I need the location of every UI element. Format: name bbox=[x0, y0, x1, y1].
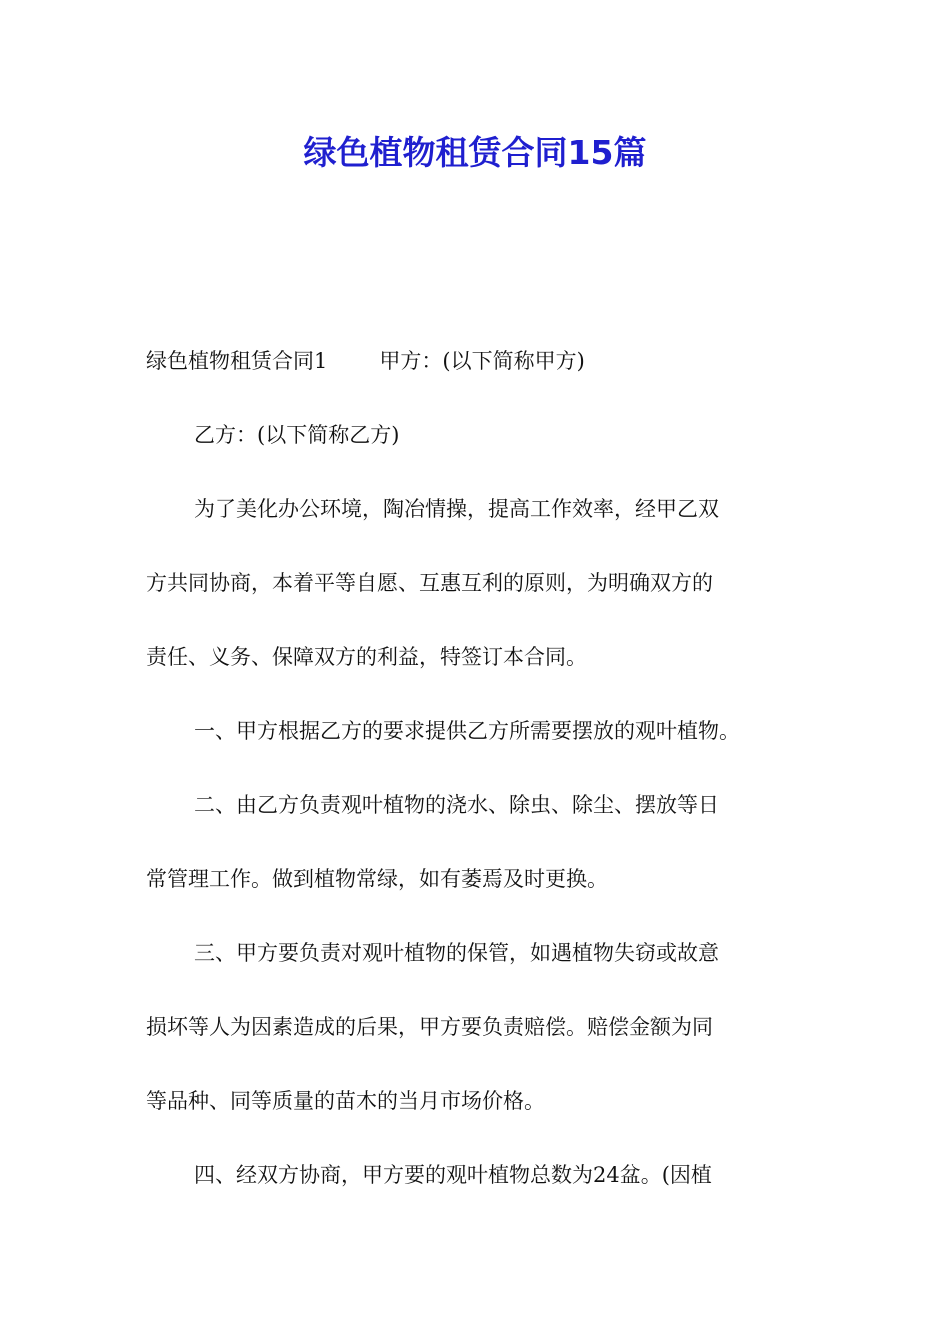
paragraph-line: 三、甲方要负责对观叶植物的保管，如遇植物失窃或故意 bbox=[194, 941, 719, 965]
paragraph-line: 乙方：(以下简称乙方) bbox=[194, 423, 400, 447]
party-a-line: 甲方：(以下简称甲方) bbox=[379, 349, 585, 373]
paragraph-line: 责任、义务、保障双方的利益，特签订本合同。 bbox=[146, 645, 587, 669]
paragraph-line: 损坏等人为因素造成的后果，甲方要负责赔偿。赔偿金额为同 bbox=[146, 1015, 713, 1039]
paragraph-line: 常管理工作。做到植物常绿，如有萎焉及时更换。 bbox=[146, 867, 608, 891]
document-title: 绿色植物租赁合同15篇 bbox=[303, 133, 647, 172]
paragraph-line: 为了美化办公环境，陶冶情操，提高工作效率，经甲乙双 bbox=[194, 497, 719, 521]
section-label: 绿色植物租赁合同1 bbox=[146, 349, 328, 373]
heading-line bbox=[146, 334, 816, 408]
document-body bbox=[146, 334, 816, 1222]
paragraph-line: 四、经双方协商，甲方要的观叶植物总数为24盆。(因植 bbox=[194, 1163, 712, 1187]
paragraph-line: 等品种、同等质量的苗木的当月市场价格。 bbox=[146, 1089, 545, 1113]
paragraph-line: 方共同协商，本着平等自愿、互惠互利的原则，为明确双方的 bbox=[146, 571, 713, 595]
paragraph-line: 一、甲方根据乙方的要求提供乙方所需要摆放的观叶植物。 bbox=[194, 719, 740, 743]
paragraph-line: 二、由乙方负责观叶植物的浇水、除虫、除尘、摆放等日 bbox=[194, 793, 719, 817]
